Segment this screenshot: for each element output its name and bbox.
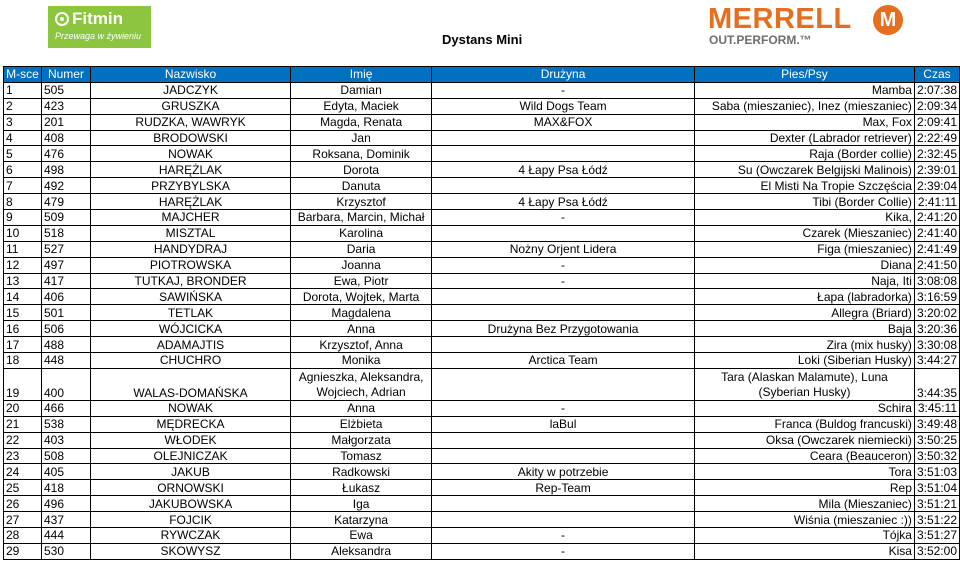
table-row xyxy=(4,368,960,400)
cell-team: Drużyna Bez Przygotowania xyxy=(432,321,695,337)
table-row xyxy=(4,98,960,114)
cell-dogs: Kika, xyxy=(695,210,915,226)
column-header-team: Drużyna xyxy=(432,67,695,83)
cell-surname: JADCZYK xyxy=(90,82,290,98)
cell-number: 506 xyxy=(41,321,90,337)
cell-team xyxy=(432,225,695,241)
cell-place: 19 xyxy=(4,368,42,400)
cell-time: 2:39:04 xyxy=(914,178,959,194)
cell-time: 3:51:21 xyxy=(914,496,959,512)
merrell-m-icon: M xyxy=(873,5,903,35)
cell-time: 2:41:11 xyxy=(914,194,959,210)
cell-place: 11 xyxy=(4,241,42,257)
cell-surname: PIOTROWSKA xyxy=(90,257,290,273)
cell-time: 2:22:49 xyxy=(914,130,959,146)
cell-dogs: Rep xyxy=(695,480,915,496)
cell-number: 479 xyxy=(41,194,90,210)
cell-first-name: Dorota xyxy=(291,162,432,178)
cell-number: 417 xyxy=(41,273,90,289)
cell-surname: PRZYBYLSKA xyxy=(90,178,290,194)
cell-first-name: Iga xyxy=(291,496,432,512)
cell-time: 2:41:50 xyxy=(914,257,959,273)
cell-surname: ORNOWSKI xyxy=(90,480,290,496)
cell-time: 3:51:27 xyxy=(914,528,959,544)
table-row xyxy=(4,480,960,496)
cell-number: 400 xyxy=(41,368,90,400)
cell-number: 527 xyxy=(41,241,90,257)
cell-time: 2:41:49 xyxy=(914,241,959,257)
cell-place: 4 xyxy=(4,130,42,146)
cell-surname: CHUCHRO xyxy=(90,353,290,369)
cell-team: 4 Łapy Psa Łódź xyxy=(432,194,695,210)
table-row xyxy=(4,496,960,512)
cell-surname: WÓJCICKA xyxy=(90,321,290,337)
column-header-place: M-sce xyxy=(4,67,42,83)
cell-team xyxy=(432,178,695,194)
fitmin-logo xyxy=(48,6,151,48)
cell-time: 3:51:22 xyxy=(914,512,959,528)
cell-number: 418 xyxy=(41,480,90,496)
table-row xyxy=(4,130,960,146)
cell-surname: RUDZKA, WAWRYK xyxy=(90,114,290,130)
cell-team xyxy=(432,496,695,512)
table-row xyxy=(4,416,960,432)
cell-surname: NOWAK xyxy=(90,146,290,162)
table-row xyxy=(4,337,960,353)
cell-place: 16 xyxy=(4,321,42,337)
table-row xyxy=(4,273,960,289)
table-row xyxy=(4,432,960,448)
cell-time: 3:51:03 xyxy=(914,464,959,480)
cell-team: - xyxy=(432,528,695,544)
cell-first-name: Magda, Renata xyxy=(291,114,432,130)
fitmin-name: Fitmin xyxy=(72,9,123,28)
cell-time: 3:08:08 xyxy=(914,273,959,289)
cell-surname: RYWCZAK xyxy=(90,528,290,544)
cell-first-name: Jan xyxy=(291,130,432,146)
cell-surname: WALAS-DOMAŃSKA xyxy=(90,368,290,400)
column-header-number: Numer xyxy=(41,67,90,83)
table-row xyxy=(4,464,960,480)
cell-team: - xyxy=(432,257,695,273)
cell-place: 12 xyxy=(4,257,42,273)
cell-first-name: Danuta xyxy=(291,178,432,194)
table-row xyxy=(4,353,960,369)
cell-time: 3:44:35 xyxy=(914,368,959,400)
cell-team: - xyxy=(432,82,695,98)
cell-surname: OLEJNICZAK xyxy=(90,448,290,464)
cell-dogs: Naja, Iti xyxy=(695,273,915,289)
cell-number: 448 xyxy=(41,353,90,369)
cell-time: 3:49:48 xyxy=(914,416,959,432)
cell-time: 2:09:34 xyxy=(914,98,959,114)
cell-number: 505 xyxy=(41,82,90,98)
cell-number: 444 xyxy=(41,528,90,544)
cell-first-name: Daria xyxy=(291,241,432,257)
cell-place: 10 xyxy=(4,225,42,241)
table-row xyxy=(4,528,960,544)
cell-team xyxy=(432,146,695,162)
cell-dogs: Dexter (Labrador retriever) xyxy=(695,130,915,146)
cell-number: 476 xyxy=(41,146,90,162)
cell-surname: SAWIŃSKA xyxy=(90,289,290,305)
cell-time: 3:50:25 xyxy=(914,432,959,448)
cell-time: 2:39:01 xyxy=(914,162,959,178)
table-row xyxy=(4,448,960,464)
table-row xyxy=(4,225,960,241)
cell-dogs: Su (Owczarek Belgijski Malinois) xyxy=(695,162,915,178)
cell-dogs: Czarek (Mieszaniec) xyxy=(695,225,915,241)
cell-surname: HARĘŻLAK xyxy=(90,194,290,210)
cell-team xyxy=(432,305,695,321)
cell-surname: HARĘŻLAK xyxy=(90,162,290,178)
table-row xyxy=(4,241,960,257)
cell-team xyxy=(432,337,695,353)
cell-first-name: Edyta, Maciek xyxy=(291,98,432,114)
cell-dogs: Wiśnia (mieszaniec :)) xyxy=(695,512,915,528)
cell-number: 423 xyxy=(41,98,90,114)
cell-dogs: Łapa (labradorka) xyxy=(695,289,915,305)
cell-team: - xyxy=(432,210,695,226)
cell-team: 4 Łapy Psa Łódź xyxy=(432,162,695,178)
merrell-slogan: OUT.PERFORM.™ xyxy=(709,33,812,47)
cell-place: 25 xyxy=(4,480,42,496)
cell-first-name: Dorota, Wojtek, Marta xyxy=(291,289,432,305)
cell-surname: NOWAK xyxy=(90,400,290,416)
cell-team xyxy=(432,130,695,146)
cell-place: 6 xyxy=(4,162,42,178)
cell-dogs: Figa (mieszaniec) xyxy=(695,241,915,257)
cell-time: 3:45:11 xyxy=(914,400,959,416)
cell-first-name: Radkowski xyxy=(291,464,432,480)
cell-place: 13 xyxy=(4,273,42,289)
cell-team xyxy=(432,432,695,448)
cell-number: 509 xyxy=(41,210,90,226)
cell-place: 15 xyxy=(4,305,42,321)
cell-place: 14 xyxy=(4,289,42,305)
cell-first-name: Krzysztof xyxy=(291,194,432,210)
cell-time: 3:16:59 xyxy=(914,289,959,305)
results-table xyxy=(3,66,960,560)
cell-surname: MAJCHER xyxy=(90,210,290,226)
cell-surname: FOJCIK xyxy=(90,512,290,528)
cell-dogs: Franca (Buldog francuski) xyxy=(695,416,915,432)
cell-first-name: Roksana, Dominik xyxy=(291,146,432,162)
cell-dogs: Mamba xyxy=(695,82,915,98)
cell-surname: TETLAK xyxy=(90,305,290,321)
table-row xyxy=(4,194,960,210)
cell-time: 2:41:20 xyxy=(914,210,959,226)
column-header-time: Czas xyxy=(914,67,959,83)
cell-team: Nożny Orjent Lidera xyxy=(432,241,695,257)
cell-dogs: Diana xyxy=(695,257,915,273)
cell-team: - xyxy=(432,543,695,559)
cell-number: 201 xyxy=(41,114,90,130)
cell-team: Wild Dogs Team xyxy=(432,98,695,114)
cell-first-name: Elżbieta xyxy=(291,416,432,432)
cell-surname: WŁODEK xyxy=(90,432,290,448)
cell-dogs: Schira xyxy=(695,400,915,416)
cell-place: 8 xyxy=(4,194,42,210)
cell-team xyxy=(432,289,695,305)
cell-number: 508 xyxy=(41,448,90,464)
table-row xyxy=(4,512,960,528)
column-header-dogs: Pies/Psy xyxy=(695,67,915,83)
fitmin-icon xyxy=(55,12,69,26)
cell-dogs: Tora xyxy=(695,464,915,480)
cell-number: 466 xyxy=(41,400,90,416)
cell-dogs: Baja xyxy=(695,321,915,337)
cell-dogs: Saba (mieszaniec), Inez (mieszaniec) xyxy=(695,98,915,114)
cell-first-name: Damian xyxy=(291,82,432,98)
cell-surname: GRUSZKA xyxy=(90,98,290,114)
cell-place: 23 xyxy=(4,448,42,464)
cell-first-name: Agnieszka, Aleksandra, Wojciech, Adrian xyxy=(291,368,432,400)
cell-number: 403 xyxy=(41,432,90,448)
table-row xyxy=(4,178,960,194)
table-row xyxy=(4,114,960,130)
fitmin-tagline: Przewaga w żywieniu xyxy=(55,31,142,41)
cell-place: 29 xyxy=(4,543,42,559)
cell-time: 3:44:27 xyxy=(914,353,959,369)
cell-first-name: Anna xyxy=(291,321,432,337)
cell-number: 406 xyxy=(41,289,90,305)
table-row xyxy=(4,400,960,416)
cell-surname: ADAMAJTIS xyxy=(90,337,290,353)
cell-time: 2:41:40 xyxy=(914,225,959,241)
table-header xyxy=(4,67,960,83)
cell-number: 497 xyxy=(41,257,90,273)
cell-number: 518 xyxy=(41,225,90,241)
cell-first-name: Ewa xyxy=(291,528,432,544)
cell-number: 488 xyxy=(41,337,90,353)
cell-surname: JAKUB xyxy=(90,464,290,480)
page-title: Dystans Mini xyxy=(442,32,523,47)
cell-team: - xyxy=(432,273,695,289)
table-row xyxy=(4,162,960,178)
table-row xyxy=(4,289,960,305)
cell-place: 5 xyxy=(4,146,42,162)
table-row xyxy=(4,82,960,98)
cell-place: 17 xyxy=(4,337,42,353)
cell-first-name: Barbara, Marcin, Michał xyxy=(291,210,432,226)
cell-team: - xyxy=(432,400,695,416)
cell-place: 2 xyxy=(4,98,42,114)
cell-place: 28 xyxy=(4,528,42,544)
cell-surname: BRODOWSKI xyxy=(90,130,290,146)
cell-place: 18 xyxy=(4,353,42,369)
cell-time: 2:32:45 xyxy=(914,146,959,162)
cell-place: 21 xyxy=(4,416,42,432)
column-header-surname: Nazwisko xyxy=(90,67,290,83)
cell-dogs: Raja (Border collie) xyxy=(695,146,915,162)
cell-team: MAX&FOX xyxy=(432,114,695,130)
cell-number: 498 xyxy=(41,162,90,178)
cell-time: 3:52:00 xyxy=(914,543,959,559)
cell-dogs: Loki (Siberian Husky) xyxy=(695,353,915,369)
cell-dogs: Allegra (Briard) xyxy=(695,305,915,321)
cell-place: 20 xyxy=(4,400,42,416)
table-row xyxy=(4,321,960,337)
cell-first-name: Tomasz xyxy=(291,448,432,464)
cell-time: 3:50:32 xyxy=(914,448,959,464)
cell-dogs: Tibi (Border Collie) xyxy=(695,194,915,210)
cell-time: 3:20:36 xyxy=(914,321,959,337)
cell-first-name: Joanna xyxy=(291,257,432,273)
cell-surname: TUTKAJ, BRONDER xyxy=(90,273,290,289)
cell-dogs: Zira (mix husky) xyxy=(695,337,915,353)
cell-number: 492 xyxy=(41,178,90,194)
cell-first-name: Krzysztof, Anna xyxy=(291,337,432,353)
merrell-name: MERRELL xyxy=(708,3,852,35)
cell-place: 24 xyxy=(4,464,42,480)
cell-number: 437 xyxy=(41,512,90,528)
cell-dogs: Tójka xyxy=(695,528,915,544)
cell-first-name: Aleksandra xyxy=(291,543,432,559)
cell-team: laBul xyxy=(432,416,695,432)
cell-time: 3:51:04 xyxy=(914,480,959,496)
cell-place: 3 xyxy=(4,114,42,130)
cell-number: 496 xyxy=(41,496,90,512)
cell-place: 27 xyxy=(4,512,42,528)
cell-first-name: Małgorzata xyxy=(291,432,432,448)
cell-place: 22 xyxy=(4,432,42,448)
table-row xyxy=(4,305,960,321)
cell-dogs: Ceara (Beauceron) xyxy=(695,448,915,464)
cell-first-name: Anna xyxy=(291,400,432,416)
cell-number: 405 xyxy=(41,464,90,480)
cell-number: 501 xyxy=(41,305,90,321)
cell-time: 2:09:41 xyxy=(914,114,959,130)
cell-place: 9 xyxy=(4,210,42,226)
cell-dogs: Kisa xyxy=(695,543,915,559)
cell-team xyxy=(432,512,695,528)
cell-number: 530 xyxy=(41,543,90,559)
cell-surname: MĘDRECKA xyxy=(90,416,290,432)
cell-team: Rep-Team xyxy=(432,480,695,496)
cell-time: 3:30:08 xyxy=(914,337,959,353)
cell-number: 538 xyxy=(41,416,90,432)
cell-first-name: Karolina xyxy=(291,225,432,241)
cell-surname: HANDYDRAJ xyxy=(90,241,290,257)
cell-surname: SKOWYSZ xyxy=(90,543,290,559)
table-row xyxy=(4,146,960,162)
table-row xyxy=(4,543,960,559)
cell-dogs: Tara (Alaskan Malamute), Luna (Syberian Husky) xyxy=(695,368,915,400)
cell-place: 7 xyxy=(4,178,42,194)
cell-dogs: El Misti Na Tropie Szczęścia xyxy=(695,178,915,194)
merrell-logo xyxy=(708,3,908,49)
cell-number: 408 xyxy=(41,130,90,146)
cell-dogs: Max, Fox xyxy=(695,114,915,130)
cell-first-name: Ewa, Piotr xyxy=(291,273,432,289)
cell-first-name: Magdalena xyxy=(291,305,432,321)
cell-team: Arctica Team xyxy=(432,353,695,369)
cell-team xyxy=(432,448,695,464)
cell-first-name: Monika xyxy=(291,353,432,369)
cell-surname: MISZTAL xyxy=(90,225,290,241)
cell-place: 26 xyxy=(4,496,42,512)
cell-dogs: Mila (Mieszaniec) xyxy=(695,496,915,512)
cell-time: 3:20:02 xyxy=(914,305,959,321)
cell-team xyxy=(432,368,695,400)
cell-time: 2:07:38 xyxy=(914,82,959,98)
cell-place: 1 xyxy=(4,82,42,98)
table-row xyxy=(4,257,960,273)
cell-team: Akity w potrzebie xyxy=(432,464,695,480)
cell-surname: JAKUBOWSKA xyxy=(90,496,290,512)
cell-dogs: Oksa (Owczarek niemiecki) xyxy=(695,432,915,448)
table-row xyxy=(4,210,960,226)
cell-first-name: Łukasz xyxy=(291,480,432,496)
cell-first-name: Katarzyna xyxy=(291,512,432,528)
column-header-first-name: Imię xyxy=(291,67,432,83)
